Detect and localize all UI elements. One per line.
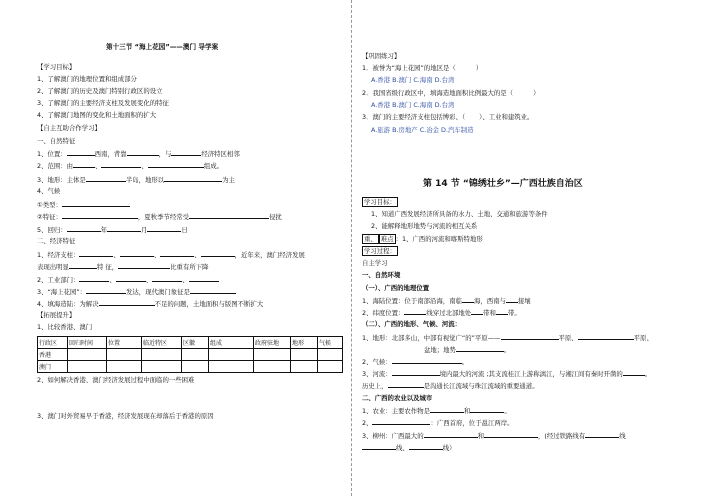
table-cell-hongkong: 香港 [38,349,68,361]
self-study: 自主学习 [362,259,388,267]
table-cell-macau: 澳门 [38,361,68,373]
section-agriculture: 二、广西的农业以及城市 [362,394,433,402]
table-cell [107,361,142,373]
q-climate: 4、气候 [37,187,61,195]
goal-4: 4、了解澳门地图的变化和土地面积的扩大 [37,111,157,119]
table-cell [291,361,318,373]
q-climate-feature: ②特征： ，夏秋季节经常受 侵扰 [37,213,282,221]
q-return: 5、回归： 年 月 日 [37,226,188,234]
practice-q3: 3．澳门的主要经济支柱包括博彩、（ ）、工业和建筑业。 [362,113,534,121]
question-difficulties: 2、如何解决香港、澳门经济发展过程中面临的一些困难 [37,376,195,384]
table-cell [142,361,182,373]
process-label: 学习过程： [364,247,396,255]
table-cell [142,349,182,361]
r-liuzhou-cont: 线、 线） [362,443,456,452]
section-environment: 一、自然环境 [362,271,401,279]
left-title: 第十三节 “海上花园”——澳门 导学案 [106,43,219,51]
q-location: 1、位置： 西南，背靠 ，与 经济特区相邻 [37,150,240,158]
table-cell [209,361,254,373]
r-river-history: 历史上， 是沟通长江流域与珠江流域的重要通道。 [362,382,539,390]
goal-1: 1、了解澳门的地理位置和组成部分 [37,75,137,83]
table-cell [182,349,209,361]
q-climate-type: ①类型： [37,200,130,209]
table-cell [291,349,318,361]
q-sea-garden: 3、“海上花园”： 发达，现代澳门象征是 [37,287,236,296]
table-row [38,361,343,373]
q-industry: 2、工业部门： 、 、 、 [37,275,219,284]
practice-header: 【巩固练习】 [362,52,401,60]
r-terrain-cont: 盆地；地势 。 [424,346,511,354]
q-reclamation: 4、填海造陆：为解决 不足的问题，土地面积与版图不断扩大 [37,300,264,308]
r-terrain: 1、地形：北部多山，中部有视觉广“的”平原—— 平原、 平原、 [362,334,653,342]
self-study-header: 【自主互助合作学习】 [37,124,101,132]
table-header: 回归时间 [68,337,107,349]
q-terrain: 3、地形：主体是 半岛，地形以 为主 [37,176,235,184]
r-latitude: 2、纬度位置： 线穿过北部地处 带和 带。 [362,309,521,317]
goals-header: 【学习目标】 [37,63,76,71]
table-cell [318,361,343,373]
compare-prompt: 1、比较香港、澳门 [37,323,93,331]
goals-label: 学习目标： [364,198,396,206]
goal-b: 2、能解释地形地势与河流的相互关系 [371,222,478,230]
section-natural: 一、自然特征 [37,137,76,145]
section-terrain: （二）、广西的地形、气候、河流： [362,320,462,328]
table-cell [254,361,291,373]
table-header: 区徽 [182,337,209,349]
table-cell [68,361,107,373]
goal-3: 3、了解澳门的主要经济支柱及发展变化的特征 [37,99,169,107]
table-header-row [38,337,343,349]
r-capital: 2、 ：广西首府，位于邕江两岸。 [362,419,514,427]
table-header: 临近特区 [142,337,182,349]
table-cell [209,349,254,361]
table-header: 地形 [291,337,318,349]
goal-2: 2、了解澳门的历史及澳门特别行政区的设立 [37,87,163,95]
table-cell [254,349,291,361]
practice-q2-options: A.香港 B.澳门 C.海南 D.台湾 [371,101,455,109]
table-cell [182,361,209,373]
r-liuzhou: 3、柳州：广西最大的 和 ，(经过铁路线有 线 [362,432,626,440]
table-row [38,349,343,361]
key-points: 重、 难点 ：1、广西的河流和喀斯特地形 [364,235,483,243]
practice-q2: 2．我国省级行政区中，填海造地面积比例最大的是（ ） [362,89,540,97]
q-pillars-cont: 表现出明显 特 征， 比重有所下降 [37,263,209,271]
q-range: 2、范围：由 、 、 组成。 [37,162,223,170]
practice-q1: 1．被誉为“海上花园”的地区是（ ） [362,64,483,72]
extension-header: 【拓展提升】 [37,311,76,319]
right-page [352,0,702,496]
r-climate: 2、气候： 。 [362,358,469,366]
table-header: 行政区 [38,337,68,349]
r-sea-land: 1、海陆位置：位于南部沿海，南临 海，西南与 接壤 [362,297,531,305]
table-cell [107,349,142,361]
table-cell [318,349,343,361]
practice-q1-options: A.香港 B.澳门 C.海南 D.台湾 [371,76,455,84]
r-agriculture: 1、农业：主要农作物是 和 。 [362,407,511,415]
goal-a: 1、知道广西发展经济所具备的水力、土地、交通和旅游等条件 [371,210,548,218]
practice-q3-options: A.旅游 B.房地产 C.冶金 D.汽车制造 [371,126,474,134]
table-header: 组成 [209,337,254,349]
r-river: 3、河流： 境内最大的河流 ;其支流桂江上游称漓江，与湘江间有秦时开凿的 。 [362,370,652,378]
q-pillars: 1、经济支柱： 、 、 、 ，近年来，澳门经济发展 [37,251,305,259]
right-title: 第 14 节 “锦绣壮乡”—广西壮族自治区 [423,179,583,189]
table-header: 位置 [107,337,142,349]
question-trade: 3、澳门对外贸易早于香港，经济发展现在却落后于香港的原因 [37,412,214,420]
table-cell [68,349,107,361]
compare-table [37,336,343,373]
section-location: （一）、广西的地理位置 [362,284,430,292]
table-header: 政府驻地 [254,337,291,349]
section-economy: 二、经济特征 [37,237,76,245]
table-header: 气候 [318,337,343,349]
